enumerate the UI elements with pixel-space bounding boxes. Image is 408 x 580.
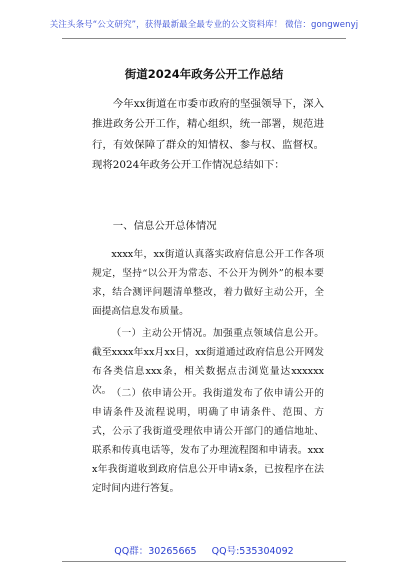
footer-divider: [62, 561, 346, 562]
page-header-text: 关注头条号“公文研究”，获得最新最全最专业的公文资料库！ 微信：gongwenyj: [49, 20, 359, 30]
subsection-2-paragraph: （二）依申请公开。我街道发布了依申请公开的申请条件及流程说明，明确了申请条件、范围、方式，公示了我街道受理依申请公开部门的通信地址、联系和传真电话等，发布了办理流程图和申请表。xxxx年我街道收到政府信息公开申请x条，已按程序在法定时间内进行答复。: [92, 388, 324, 494]
subsection-1-paragraph: （一）主动公开情况。加强重点领域信息公开。截至xxxx年xx月xx日，xx街道通过政府信息公开网发布各类信息xxx条，相关数据点击浏览量达xxxxxx次。: [92, 328, 324, 396]
intro-paragraph: 今年xx街道在市委市政府的坚强领导下，深入推进政务公开工作，精心组织，统一部署，规范进行，有效保障了群众的知情权、参与权、监督权。现将2024年政务公开工作情况总结如下：: [92, 98, 324, 172]
page-footer: [0, 543, 408, 557]
header-divider: [62, 38, 346, 39]
section-heading-1: 一、信息公开总体情况: [112, 220, 217, 232]
footer-qq-number: QQ号:535304092: [211, 546, 294, 557]
section-1-paragraph: xxxx年，xx街道认真落实政府信息公开工作各项规定，坚持“以公开为常态、不公开为例外”的根本要求，结合测评问题清单整改，着力做好主动公开，全面提高信息发布质量。: [92, 249, 324, 317]
footer-qq-group: QQ群：30265665: [114, 546, 197, 557]
document-title: 街道2024年政务公开工作总结: [124, 67, 284, 81]
